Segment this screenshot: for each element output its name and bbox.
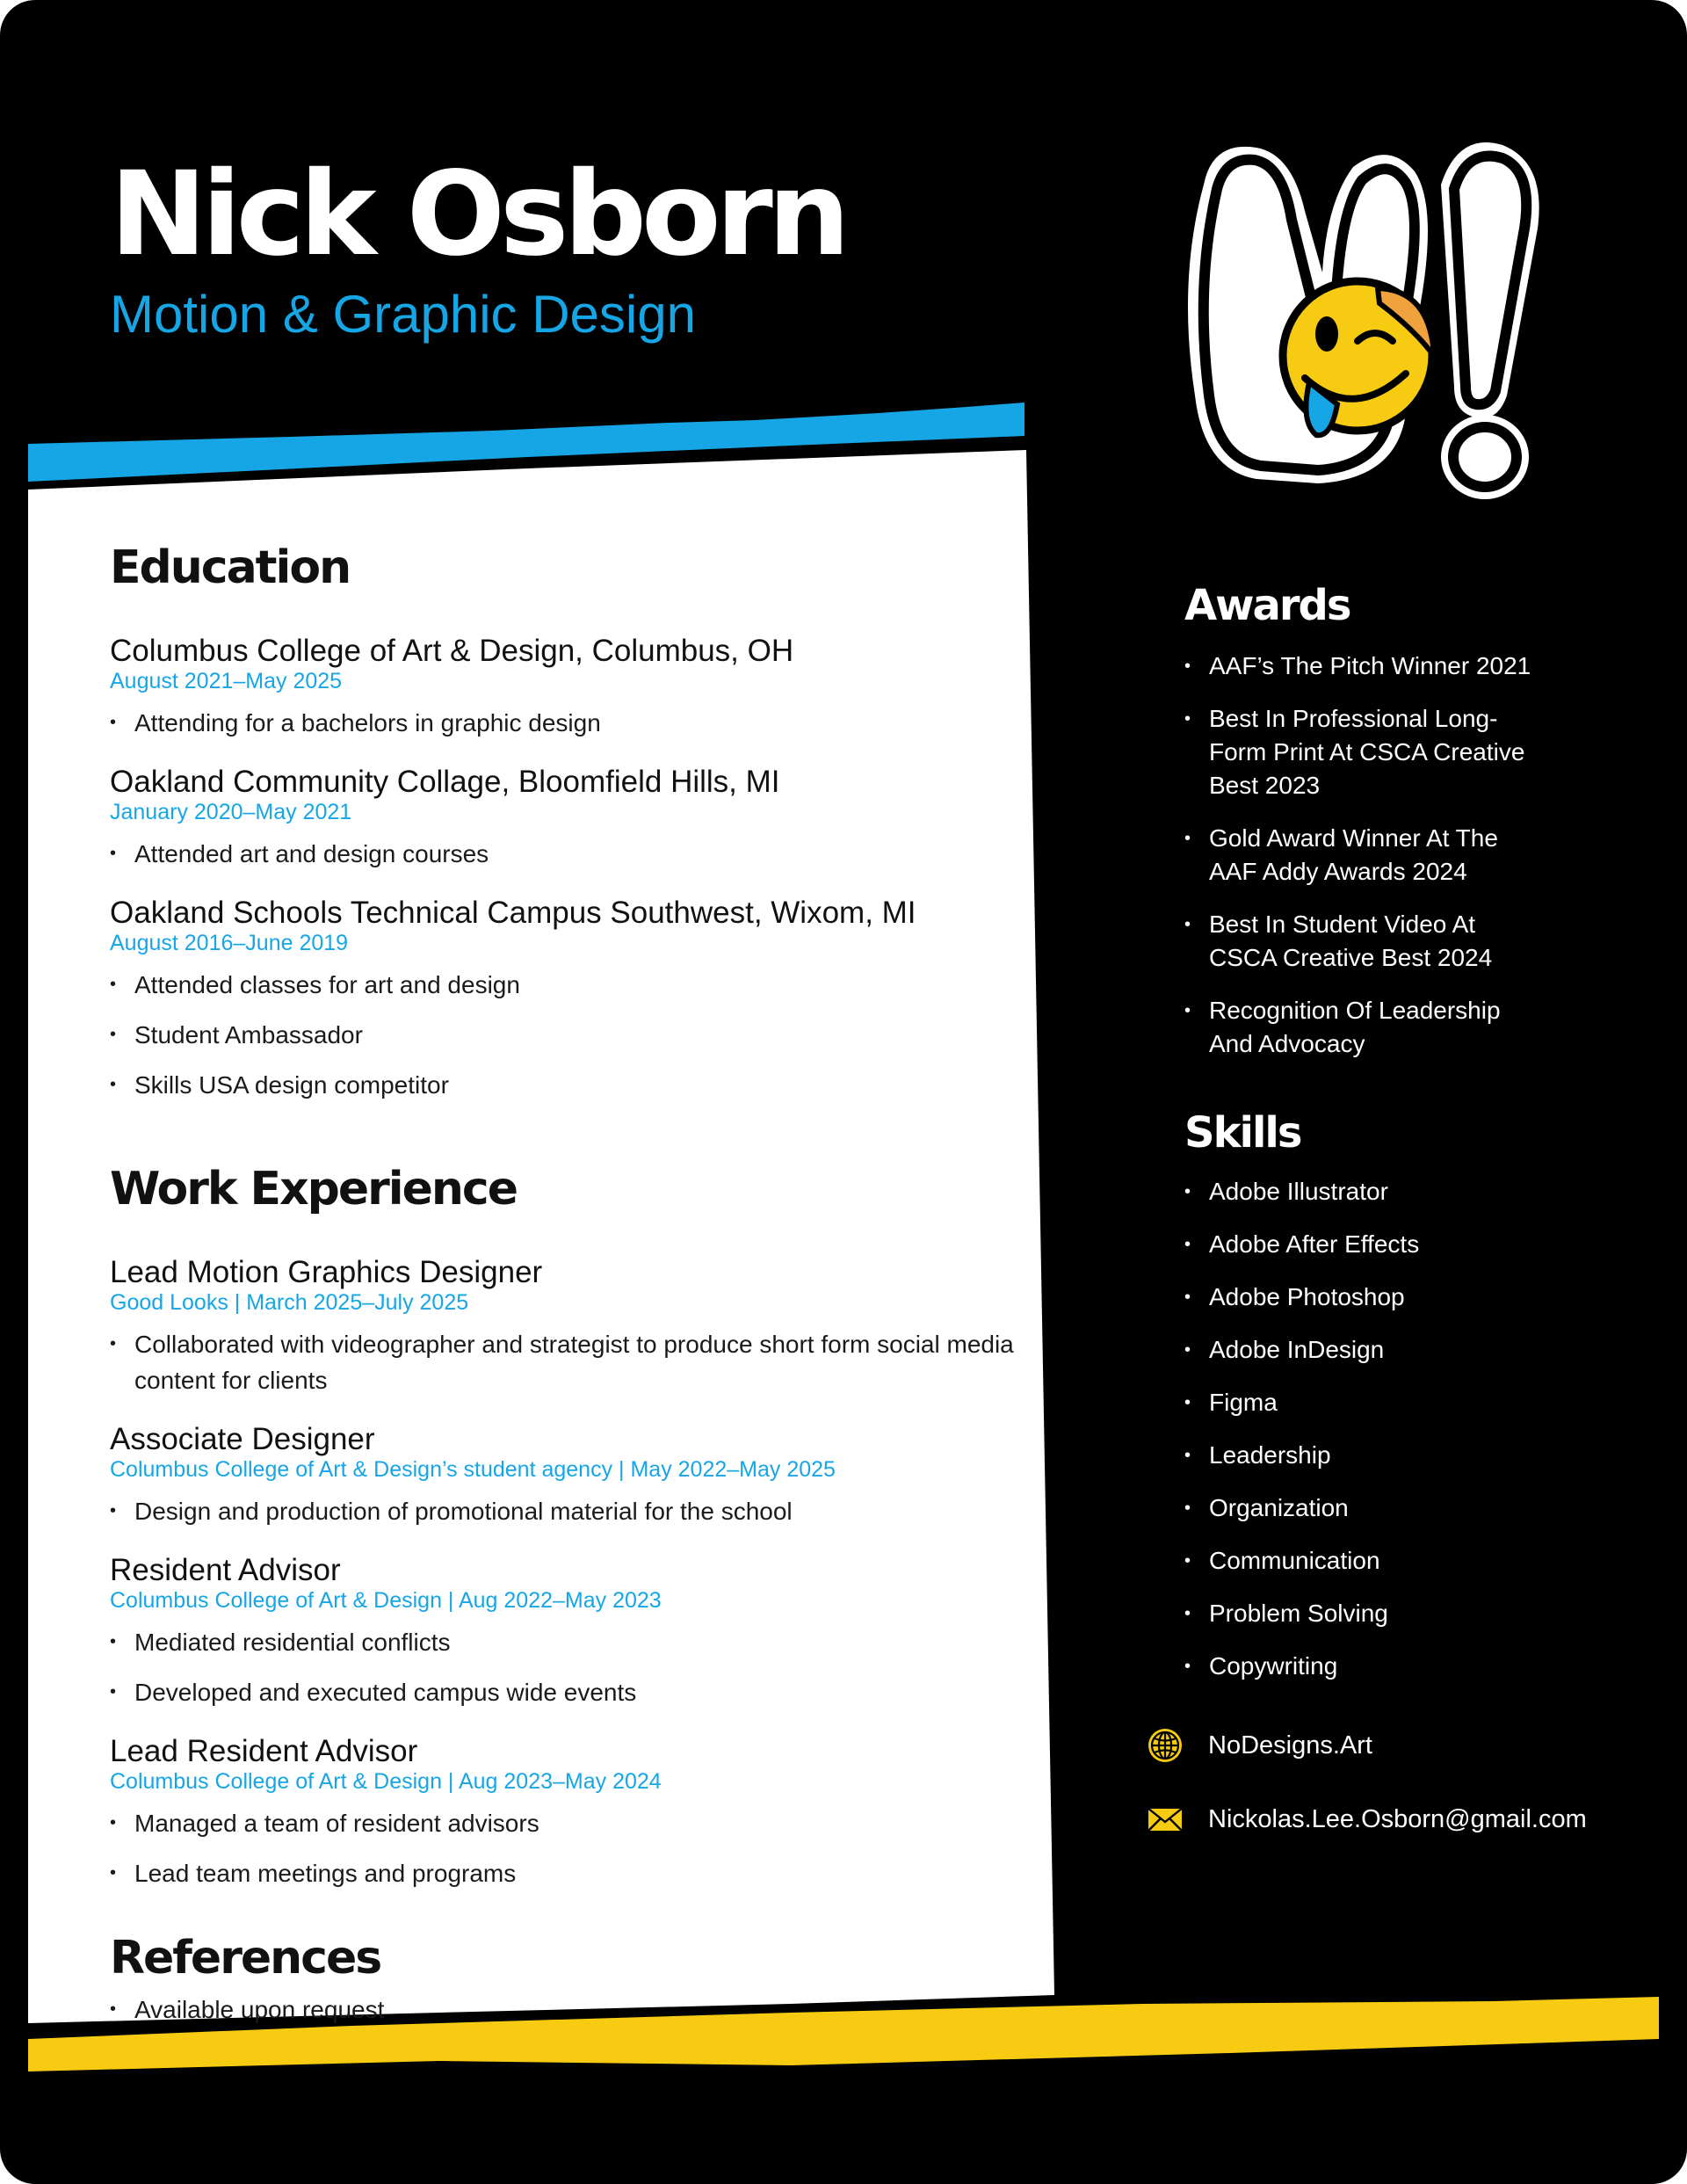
entry-meta: Good Looks | March 2025–July 2025	[110, 1290, 469, 1315]
education-heading: Education	[110, 541, 351, 594]
entry-dates: August 2021–May 2025	[110, 669, 343, 693]
list-item: • Leadership	[1184, 1439, 1641, 1472]
list-item: • Attending for a bachelors in graphic design	[110, 705, 1024, 741]
website-link[interactable]: NoDesigns.Art	[1208, 1731, 1372, 1760]
work-entry	[110, 1554, 1024, 1710]
list-item: • Figma	[1184, 1386, 1641, 1419]
email-row[interactable]	[1145, 1799, 1641, 1839]
bullet-list	[110, 1624, 1024, 1710]
list-item: • Best In Professional Long-Form Print At CSCA Creative Best 2023	[1184, 702, 1534, 802]
entry-title: Lead Resident Advisor	[110, 1734, 418, 1768]
entry-title: Associate Designer	[110, 1422, 375, 1456]
bullet-list	[110, 705, 1024, 741]
education-entry	[110, 896, 1024, 1103]
email-link[interactable]: Nickolas.Lee.Osborn@gmail.com	[1208, 1804, 1587, 1833]
list-item: • Student Ambassador	[110, 1017, 1024, 1053]
main-column	[110, 541, 1024, 2042]
bullet-list	[110, 1326, 1024, 1398]
awards-heading: Awards	[1184, 581, 1350, 630]
entry-meta: Columbus College of Art & Design | Aug 2023–May 2024	[110, 1769, 662, 1794]
entry-title: Resident Advisor	[110, 1553, 341, 1587]
name-heading: Nick Osborn	[110, 147, 845, 282]
list-item: • Communication	[1184, 1544, 1641, 1578]
entry-meta: Columbus College of Art & Design | Aug 2022–May 2023	[110, 1588, 662, 1613]
skills-heading: Skills	[1184, 1108, 1301, 1157]
references-heading: References	[110, 1932, 381, 1984]
entry-meta: Columbus College of Art & Design’s student agency | May 2022–May 2025	[110, 1457, 836, 1482]
bullet-list	[110, 1992, 1024, 2028]
bullet-list	[110, 1805, 1024, 1891]
entry-title: Oakland Schools Technical Campus Southwest, Wixom, MI	[110, 896, 916, 930]
list-item: • Adobe Illustrator	[1184, 1175, 1641, 1208]
list-item: • Best In Student Video At CSCA Creative Best 2024	[1184, 908, 1534, 975]
list-item: • Adobe Photoshop	[1184, 1281, 1641, 1314]
list-item: • Lead team meetings and programs	[110, 1855, 1024, 1891]
list-item: • Attended classes for art and design	[110, 967, 1024, 1003]
list-item: • Recognition Of Leadership And Advocacy	[1184, 994, 1534, 1061]
no-logo-winking-face-icon	[1151, 132, 1555, 519]
globe-icon	[1145, 1725, 1185, 1766]
entry-dates: August 2016–June 2019	[110, 931, 349, 955]
entry-dates: January 2020–May 2021	[110, 800, 352, 824]
entry-title: Lead Motion Graphics Designer	[110, 1255, 543, 1289]
education-entry	[110, 765, 1024, 872]
list-item: • AAF’s The Pitch Winner 2021	[1184, 649, 1534, 683]
envelope-icon	[1145, 1799, 1185, 1839]
education-entry	[110, 635, 1024, 741]
list-item: • Mediated residential conflicts	[110, 1624, 1024, 1660]
list-item: • Skills USA design competitor	[110, 1067, 1024, 1103]
work-experience-heading: Work Experience	[110, 1163, 517, 1215]
list-item: • Available upon request	[110, 1992, 1024, 2028]
bullet-list	[110, 967, 1024, 1103]
list-item: • Adobe After Effects	[1184, 1228, 1641, 1261]
side-column	[1184, 581, 1641, 1873]
work-entry	[110, 1735, 1024, 1891]
website-row[interactable]	[1145, 1725, 1641, 1766]
entry-title: Columbus College of Art & Design, Columbus, OH	[110, 634, 794, 668]
bullet-list	[110, 1493, 1024, 1529]
list-item: • Gold Award Winner At The AAF Addy Awards 2024	[1184, 822, 1534, 889]
subtitle-heading: Motion & Graphic Design	[110, 285, 696, 344]
list-item: • Managed a team of resident advisors	[110, 1805, 1024, 1841]
list-item: • Adobe InDesign	[1184, 1333, 1641, 1367]
bullet-list	[110, 836, 1024, 872]
list-item: • Collaborated with videographer and strategist to produce short form social media content for clients	[110, 1326, 1024, 1398]
entry-title: Oakland Community Collage, Bloomfield Hills, MI	[110, 765, 780, 799]
work-entry	[110, 1256, 1024, 1398]
list-item: • Organization	[1184, 1491, 1641, 1525]
list-item: • Copywriting	[1184, 1650, 1641, 1683]
list-item: • Attended art and design courses	[110, 836, 1024, 872]
awards-list	[1184, 649, 1641, 1061]
list-item: • Developed and executed campus wide events	[110, 1674, 1024, 1710]
work-entry	[110, 1423, 1024, 1529]
list-item: • Design and production of promotional material for the school	[110, 1493, 1024, 1529]
list-item: • Problem Solving	[1184, 1597, 1641, 1630]
skills-list	[1184, 1175, 1641, 1683]
contact-section	[1145, 1725, 1641, 1839]
